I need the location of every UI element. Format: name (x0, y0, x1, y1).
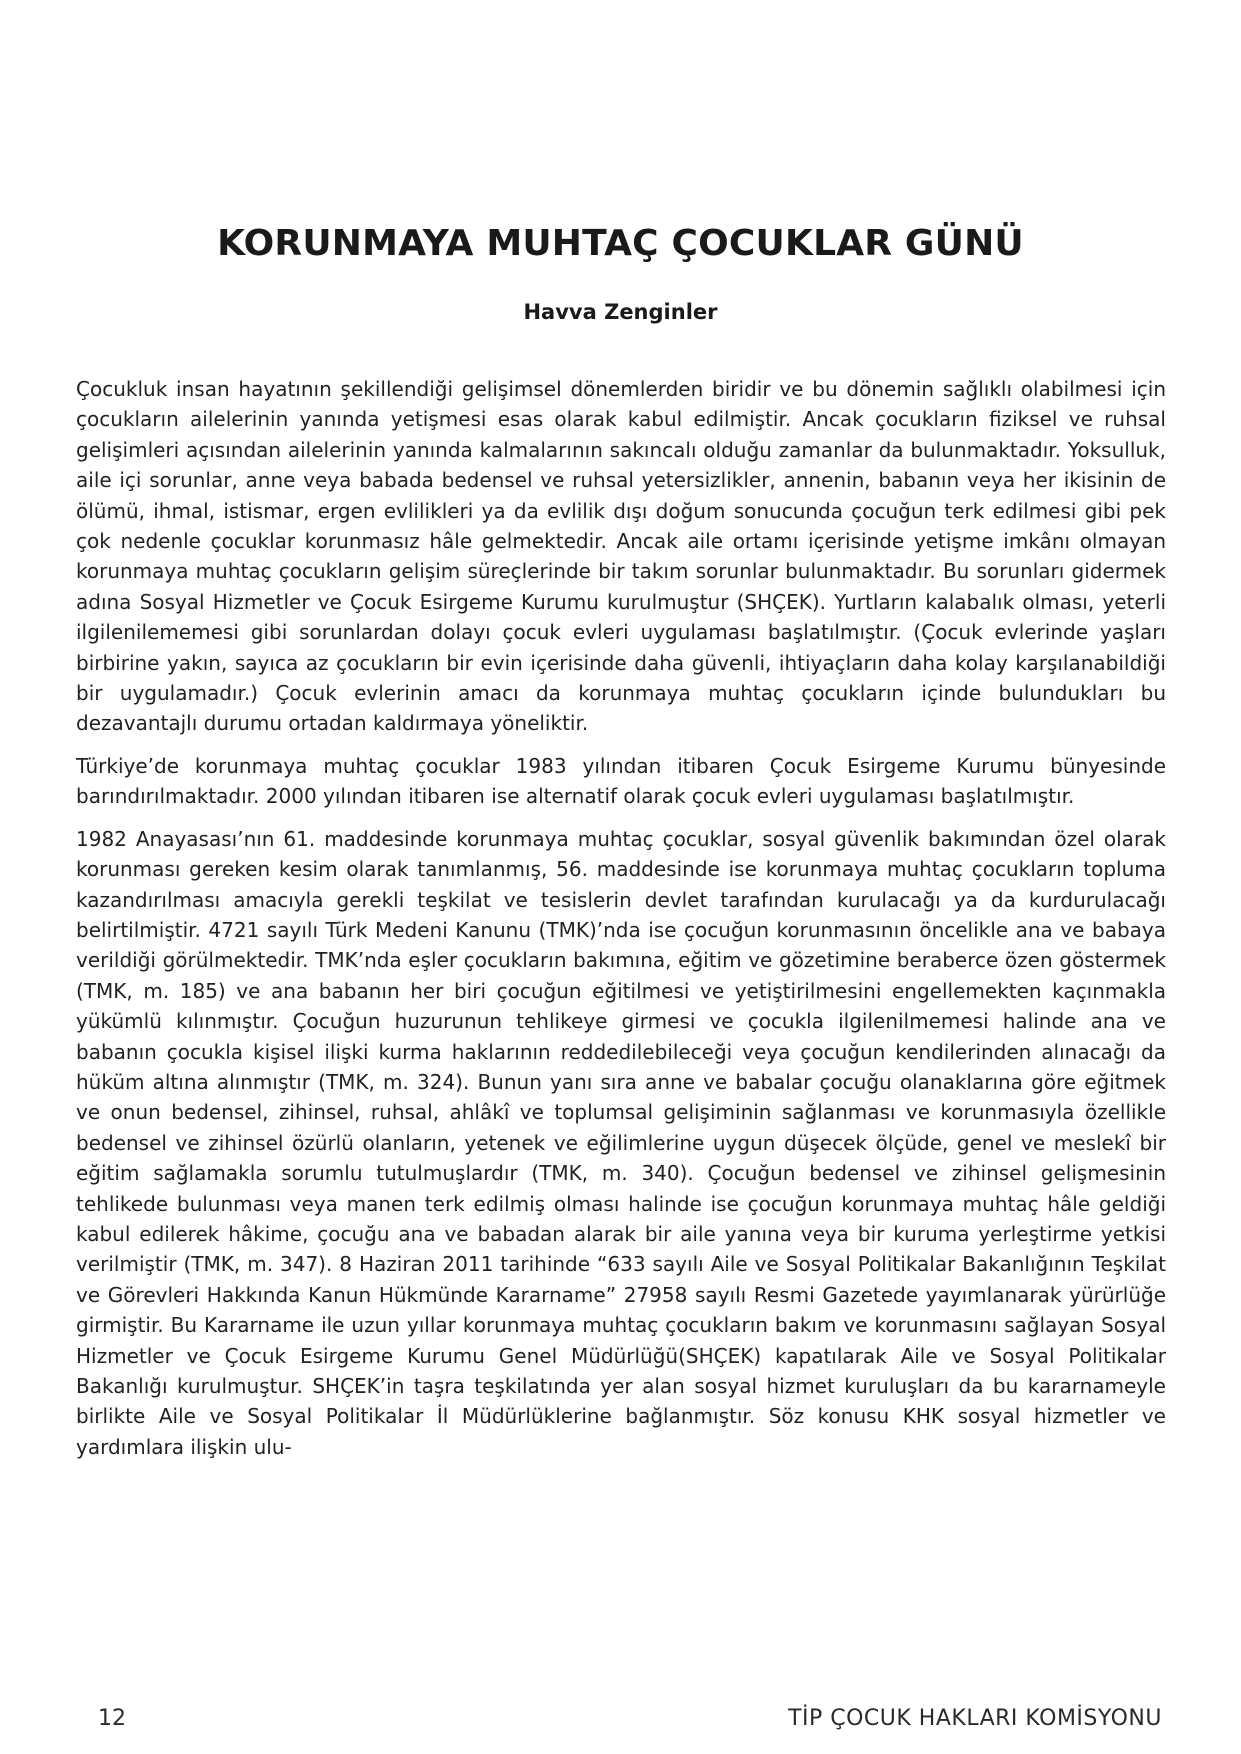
article-body (76, 374, 1166, 1474)
author-name: Havva Zenginler (523, 300, 718, 324)
paragraph-2: Türkiye’de korunmaya muhtaç çocuklar 1983 yılından itibaren Çocuk Esirgeme Kurumu bünyesinde barındırılmaktadır. 2000 yılından itibaren ise alternatif olarak çocuk evleri uygulaması başlatılmıştır. (76, 753, 1166, 809)
footer-publication-title: TİP ÇOCUK HAKLARI KOMİSYONU (788, 1706, 1162, 1731)
paragraph-3: 1982 Anayasası’nın 61. maddesinde korunmaya muhtaç çocuklar, sosyal güvenlik bakımından özel olarak korunması gereken kesim olarak tanımlanmış, 56. maddesinde ise korunmaya muhtaç çocukların topluma kazandırılması amacıyla gerekli teşkilat ve tesislerin devlet tarafından kurulacağı ya da kurdurulacağı belirtilmiştir. 4721 sayılı Türk Medeni Kanunu (TMK)’nda ise çocuğun korunmasının öncelikle ana ve babaya verildiği görülmektedir. TMK’nda eşler çocukların bakımına, eğitim ve gözetimine beraberce özen göstermek (TMK, m. 185) ve ana babanın her biri çocuğun eğitilmesi ve yetiştirilmesini engellemekten kaçınmakla yükümlü kılınmıştır. Çocuğun huzurunun tehlikeye girmesi ve çocukla ilgilenilmemesi halinde ana ve babanın çocukla kişisel ilişki kurma haklarının reddedilebileceği veya çocuğun kendilerinden alınacağı da hüküm altına alınmıştır (TMK, m. 324). Bunun yanı sıra anne ve babalar çocuğu olanaklarına göre eğitmek ve onun bedensel, zihinsel, ruhsal, ahlâkî ve toplumsal gelişiminin sağlanması ve korunmasıyla özellikle bedensel ve zihinsel özürlü olanların, yetenek ve eğilimlerine uygun düşecek ölçüde, genel ve meslekî bir eğitim sağlamakla sorumlu tutulmuşlardır (TMK, m. 340). Çocuğun bedensel ve zihinsel gelişmesinin tehlikede bulunması veya manen terk edilmiş olması halinde ise çocuğun korunmaya muhtaç hâle geldiği kabul edilerek hâkime, çocuğu ana ve babadan alarak bir aile yanına veya bir kuruma yerleştirme yetkisi verilmiştir (TMK, m. 347). 8 Haziran 2011 tarihinde “633 sayılı Aile ve Sosyal Politikalar Bakanlığının Teşkilat ve Görevleri Hakkında Kanun Hükmünde Kararname” 27958 sayılı Resmi Gazetede yayımlanarak yürürlüğe girmiştir. Bu Kararname ile uzun yıllar korunmaya muhtaç çocukların bakım ve korunmasını sağlayan Sosyal Hizmetler ve Çocuk Esirgeme Kurumu Genel Müdürlüğü(SHÇEK) kapatılarak Aile ve Sosyal Politikalar Bakanlığı kurulmuştur. SHÇEK’in taşra teşkilatında yer alan sosyal hizmet kuruluşları da bu kararnameyle birlikte Aile ve Sosyal Politikalar İl Müdürlüklerine bağlanmıştır. Söz konusu KHK sosyal hizmetler ve yardımlara ilişkin ulu- (76, 826, 1166, 1459)
page-title: KORUNMAYA MUHTAÇ ÇOCUKLAR GÜNÜ (217, 223, 1024, 264)
page-number: 12 (98, 1706, 126, 1731)
paragraph-1: Çocukluk insan hayatının şekillendiği gelişimsel dönemlerden biridir ve bu dönemin sağlıklı olabilmesi için çocukların ailelerinin yanında yetişmesi esas olarak kabul edilmiştir. Ancak çocukların fiziksel ve ruhsal gelişimleri açısından ailelerinin yanında kalmalarının sakıncalı olduğu zamanlar da bulunmaktadır. Yoksulluk, aile içi sorunlar, anne veya babada bedensel ve ruhsal yetersizlikler, annenin, babanın veya her ikisinin de ölümü, ihmal, istismar, ergen evlilikleri ya da evlilik dışı doğum sonucunda çocuğun terk edilmesi gibi pek çok nedenle çocuklar korunmasız hâle gelmektedir. Ancak aile ortamı içerisinde yetişme imkânı olmayan korunmaya muhtaç çocukların gelişim süreçlerinde bir takım sorunlar bulunmaktadır. Bu sorunları gidermek adına Sosyal Hizmetler ve Çocuk Esirgeme Kurumu kurulmuştur (SHÇEK). Yurtların kalabalık olması, yeterli ilgilenilememesi gibi sorunlardan dolayı çocuk evleri uygulaması başlatılmıştır. (Çocuk evlerinde yaşları birbirine yakın, sayıca az çocukların bir evin içerisinde daha güvenli, ihtiyaçların daha kolay karşılanabildiği bir uygulamadır.) Çocuk evlerinin amacı da korunmaya muhtaç çocukların içinde bulundukları bu dezavantajlı durumu ortadan kaldırmaya yöneliktir. (76, 377, 1166, 736)
